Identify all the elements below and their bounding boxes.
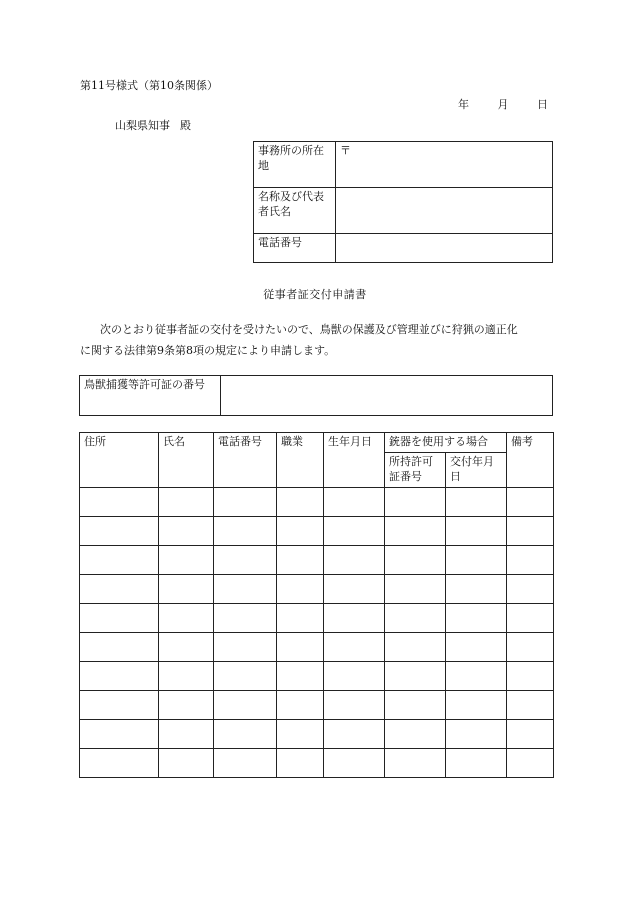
cell-address[interactable] — [80, 748, 159, 777]
cell-name[interactable] — [159, 516, 214, 545]
application-statement — [80, 320, 554, 362]
cell-license-number[interactable] — [385, 603, 446, 632]
header-remarks: 備考 — [507, 433, 554, 488]
table-row — [80, 516, 554, 545]
cell-name[interactable] — [159, 603, 214, 632]
cell-occupation[interactable] — [277, 487, 324, 516]
cell-issue-date[interactable] — [446, 603, 507, 632]
office-address-field[interactable]: 〒 — [336, 142, 553, 188]
header-gun-use-group: 銃器を使用する場合 — [385, 433, 507, 453]
statement-line-1-text: 次のとおり従事者証の交付を受けたいので、鳥獣の保護及び管理並びに狩猟の適正化 — [100, 323, 518, 336]
workers-table — [79, 432, 554, 778]
header-address: 住所 — [80, 433, 159, 488]
cell-license-number[interactable] — [385, 574, 446, 603]
addressee-name: 山梨県知事 — [115, 119, 170, 132]
cell-name[interactable] — [159, 487, 214, 516]
cell-remarks[interactable] — [507, 719, 554, 748]
cell-address[interactable] — [80, 574, 159, 603]
cell-address[interactable] — [80, 516, 159, 545]
cell-remarks[interactable] — [507, 487, 554, 516]
header-phone: 電話番号 — [214, 433, 277, 488]
cell-birthdate[interactable] — [324, 574, 385, 603]
table-row — [80, 690, 554, 719]
cell-birthdate[interactable] — [324, 487, 385, 516]
cell-name[interactable] — [159, 719, 214, 748]
cell-remarks[interactable] — [507, 661, 554, 690]
cell-occupation[interactable] — [277, 603, 324, 632]
cell-license-number[interactable] — [385, 545, 446, 574]
addressee-honorific: 殿 — [180, 119, 191, 132]
applicant-address-row — [254, 142, 553, 188]
cell-name[interactable] — [159, 574, 214, 603]
cell-phone[interactable] — [214, 603, 277, 632]
date-month-label: 月 — [497, 98, 509, 111]
cell-phone[interactable] — [214, 545, 277, 574]
cell-remarks[interactable] — [507, 603, 554, 632]
table-row — [80, 748, 554, 777]
cell-issue-date[interactable] — [446, 632, 507, 661]
cell-birthdate[interactable] — [324, 516, 385, 545]
cell-license-number[interactable] — [385, 690, 446, 719]
cell-name[interactable] — [159, 690, 214, 719]
cell-address[interactable] — [80, 661, 159, 690]
cell-occupation[interactable] — [277, 748, 324, 777]
cell-remarks[interactable] — [507, 748, 554, 777]
permit-number-table — [79, 375, 553, 416]
cell-name[interactable] — [159, 545, 214, 574]
addressee — [115, 119, 191, 134]
table-row — [80, 545, 554, 574]
applicant-info-table — [253, 141, 553, 263]
cell-issue-date[interactable] — [446, 487, 507, 516]
cell-license-number[interactable] — [385, 661, 446, 690]
cell-license-number[interactable] — [385, 487, 446, 516]
date-line — [458, 98, 548, 113]
header-license-number: 所持許可証番号 — [385, 452, 446, 487]
cell-occupation[interactable] — [277, 632, 324, 661]
representative-name-field[interactable] — [336, 188, 553, 234]
header-birthdate: 生年月日 — [324, 433, 385, 488]
permit-number-row — [80, 376, 553, 416]
cell-address[interactable] — [80, 632, 159, 661]
cell-occupation[interactable] — [277, 661, 324, 690]
permit-number-field[interactable] — [221, 376, 553, 416]
cell-remarks[interactable] — [507, 632, 554, 661]
header-issue-date: 交付年月日 — [446, 452, 507, 487]
cell-address[interactable] — [80, 690, 159, 719]
workers-header-row-1 — [80, 433, 554, 453]
date-year-label: 年 — [458, 98, 469, 111]
cell-address[interactable] — [80, 603, 159, 632]
statement-line-2: に関する法律第9条第8項の規定により申請します。 — [80, 343, 336, 357]
cell-remarks[interactable] — [507, 516, 554, 545]
phone-number-label: 電話番号 — [254, 234, 336, 263]
cell-phone[interactable] — [214, 719, 277, 748]
cell-birthdate[interactable] — [324, 603, 385, 632]
cell-name[interactable] — [159, 632, 214, 661]
cell-name[interactable] — [159, 661, 214, 690]
cell-remarks[interactable] — [507, 545, 554, 574]
cell-address[interactable] — [80, 719, 159, 748]
table-row — [80, 574, 554, 603]
cell-issue-date[interactable] — [446, 748, 507, 777]
cell-license-number[interactable] — [385, 719, 446, 748]
cell-birthdate[interactable] — [324, 545, 385, 574]
table-row — [80, 632, 554, 661]
cell-remarks[interactable] — [507, 574, 554, 603]
cell-phone[interactable] — [214, 632, 277, 661]
header-name: 氏名 — [159, 433, 214, 488]
cell-license-number[interactable] — [385, 748, 446, 777]
cell-address[interactable] — [80, 487, 159, 516]
cell-phone[interactable] — [214, 748, 277, 777]
cell-issue-date[interactable] — [446, 690, 507, 719]
table-row — [80, 603, 554, 632]
cell-issue-date[interactable] — [446, 545, 507, 574]
phone-number-field[interactable] — [336, 234, 553, 263]
document-title: 従事者証交付申請書 — [263, 288, 367, 301]
applicant-phone-row — [254, 234, 553, 263]
cell-birthdate[interactable] — [324, 748, 385, 777]
cell-occupation[interactable] — [277, 545, 324, 574]
cell-birthdate[interactable] — [324, 719, 385, 748]
cell-occupation[interactable] — [277, 516, 324, 545]
cell-issue-date[interactable] — [446, 574, 507, 603]
cell-phone[interactable] — [214, 487, 277, 516]
cell-phone[interactable] — [214, 516, 277, 545]
office-address-label: 事務所の所在地 — [254, 142, 336, 188]
representative-name-label: 名称及び代表者氏名 — [254, 188, 336, 234]
cell-phone[interactable] — [214, 574, 277, 603]
permit-number-label: 鳥獣捕獲等許可証の番号 — [80, 376, 221, 416]
form-number: 第11号様式（第10条関係） — [80, 79, 218, 92]
date-day-label: 日 — [537, 98, 548, 111]
cell-phone[interactable] — [214, 661, 277, 690]
cell-name[interactable] — [159, 748, 214, 777]
cell-birthdate[interactable] — [324, 661, 385, 690]
cell-issue-date[interactable] — [446, 719, 507, 748]
cell-occupation[interactable] — [277, 690, 324, 719]
table-row — [80, 487, 554, 516]
cell-phone[interactable] — [214, 690, 277, 719]
header-occupation: 職業 — [277, 433, 324, 488]
cell-issue-date[interactable] — [446, 516, 507, 545]
table-row — [80, 719, 554, 748]
cell-occupation[interactable] — [277, 719, 324, 748]
cell-occupation[interactable] — [277, 574, 324, 603]
cell-issue-date[interactable] — [446, 661, 507, 690]
applicant-name-row — [254, 188, 553, 234]
cell-birthdate[interactable] — [324, 632, 385, 661]
cell-license-number[interactable] — [385, 516, 446, 545]
cell-remarks[interactable] — [507, 690, 554, 719]
cell-birthdate[interactable] — [324, 690, 385, 719]
cell-license-number[interactable] — [385, 632, 446, 661]
table-row — [80, 661, 554, 690]
cell-address[interactable] — [80, 545, 159, 574]
worker-rows — [80, 487, 554, 777]
statement-line-1 — [80, 320, 554, 341]
